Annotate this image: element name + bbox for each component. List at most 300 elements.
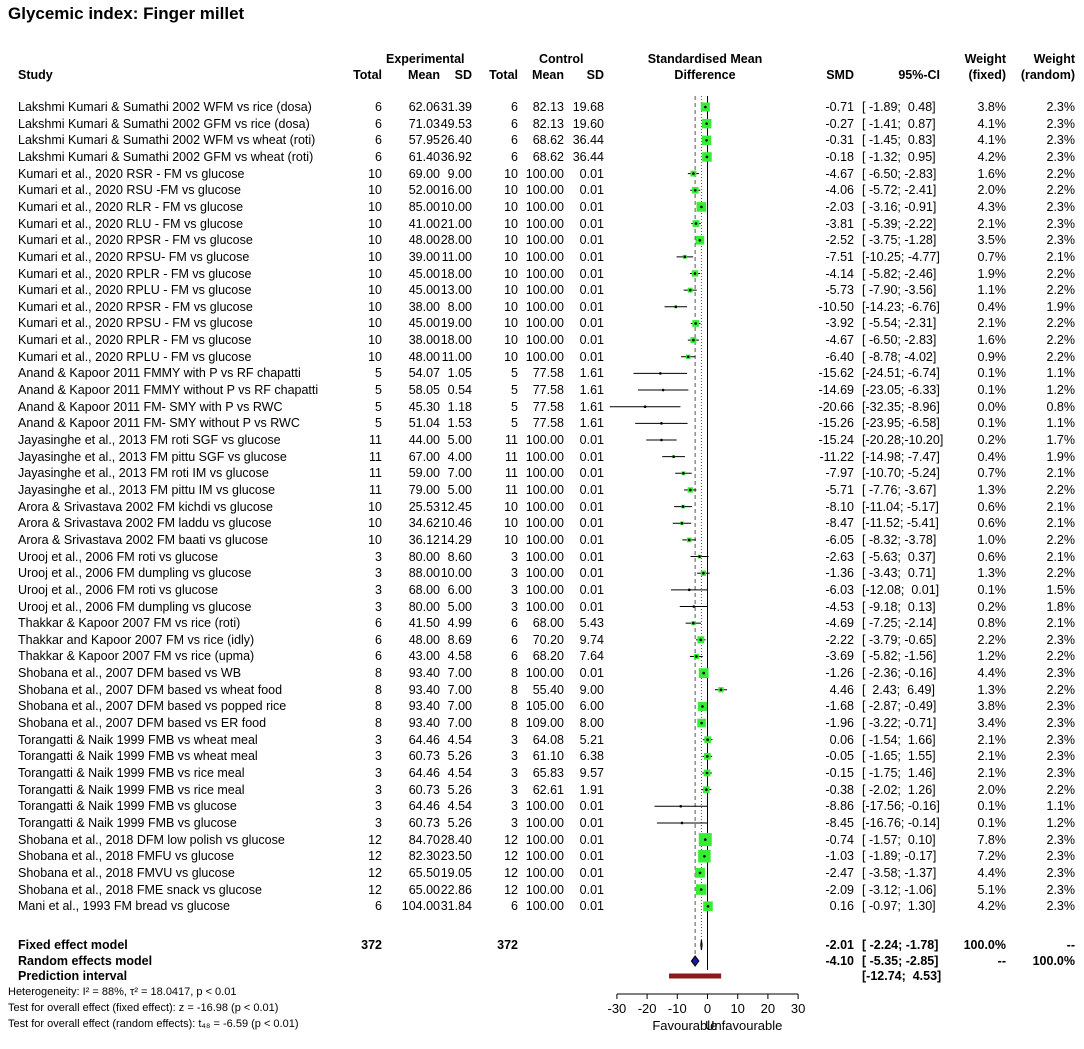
weight-random: 2.2% (1046, 333, 1075, 348)
smd-value: -0.15 (825, 766, 854, 780)
smd-value: -3.69 (825, 649, 854, 664)
total-c: 3 (511, 815, 518, 830)
point-estimate (706, 156, 709, 159)
mean-c: 100.00 (525, 882, 564, 897)
mean-c: 100.00 (525, 266, 564, 281)
sd-e: 7.00 (447, 716, 472, 731)
sd-c: 0.01 (579, 333, 604, 348)
ci-value: [ -6.50; -2.83] (862, 333, 937, 348)
mean-e: 79.00 (408, 482, 440, 497)
weight-random: 2.2% (1046, 183, 1075, 198)
point-estimate (705, 139, 708, 142)
study-name: Kumari et al., 2020 RPLR - FM vs glucose (18, 333, 252, 348)
smd-value: -2.03 (825, 199, 854, 214)
ci-value: [-20.28;-10.20] (862, 433, 944, 447)
mean-c: 70.20 (532, 632, 564, 647)
footnote-random-test: Test for overall effect (random effects): t₄₈ = -6.59 (p < 0.01) (8, 1018, 299, 1030)
sd-c: 36.44 (572, 133, 604, 148)
sd-c: 0.01 (579, 433, 604, 447)
study-name: Anand & Kapoor 2011 FM- SMY without P vs RWC (18, 416, 300, 431)
ci-value: [ -5.54; -2.31] (862, 316, 937, 331)
sd-e: 19.00 (440, 316, 472, 331)
sd-c: 0.01 (579, 183, 604, 198)
mean-c: 100.00 (525, 433, 564, 447)
study-name: Kumari et al., 2020 RSR - FM vs glucose (18, 166, 245, 181)
study-name: Torangatti & Naik 1999 FMB vs wheat meal (18, 749, 258, 764)
sd-c: 1.91 (579, 782, 604, 797)
total-c: 11 (505, 449, 518, 464)
total-c: 6 (511, 632, 518, 647)
footnote-heterogeneity: Heterogeneity: I² = 88%, τ² = 18.0417, p < 0.01 (8, 986, 237, 998)
total-e: 12 (368, 832, 382, 847)
sd-e: 5.26 (447, 815, 472, 830)
sd-e: 8.69 (447, 632, 472, 647)
weight-fixed: 3.5% (977, 233, 1006, 248)
smd-value: -15.24 (818, 433, 854, 447)
weight-fixed: 4.2% (977, 899, 1006, 914)
total-e: 3 (375, 782, 382, 797)
mean-e: 85.00 (408, 199, 440, 214)
study-name: Kumari et al., 2020 RPSU- FM vs glucose (18, 249, 250, 264)
ci-value: [ -0.97; 1.30] (862, 899, 936, 914)
study-name: Mani et al., 1993 FM bread vs glucose (18, 899, 230, 914)
x-tick-label: -10 (667, 1001, 687, 1016)
header-mean-e: Mean (408, 68, 440, 82)
mean-e: 38.00 (408, 299, 440, 314)
weight-fixed: 0.1% (977, 815, 1006, 830)
sd-c: 36.44 (572, 149, 604, 164)
mean-e: 45.00 (408, 266, 440, 281)
sd-e: 6.00 (447, 582, 472, 597)
weight-random: 2.2% (1046, 682, 1075, 697)
mean-c: 100.00 (525, 233, 564, 248)
header-total-e: Total (353, 68, 382, 82)
sd-e: 16.00 (440, 183, 472, 198)
point-estimate (681, 522, 684, 525)
total-e: 10 (368, 316, 382, 331)
sd-e: 7.00 (447, 699, 472, 714)
mean-e: 93.40 (408, 716, 440, 731)
weight-random: 2.1% (1046, 249, 1075, 264)
study-name: Torangatti & Naik 1999 FMB vs glucose (18, 815, 237, 830)
weight-fixed: 4.4% (977, 865, 1006, 880)
header-weight-fixed: Weight (964, 52, 1006, 66)
sd-e: 9.00 (447, 166, 472, 181)
weight-fixed: 0.6% (977, 549, 1006, 564)
mean-c: 100.00 (525, 599, 564, 614)
weight-random: 2.3% (1046, 133, 1075, 148)
total-c: 6 (511, 899, 518, 914)
weight-random: 2.3% (1046, 849, 1075, 864)
smd-value: -8.45 (825, 815, 854, 830)
sd-c: 0.01 (579, 582, 604, 597)
total-e: 5 (375, 416, 382, 431)
smd-value: -15.26 (818, 416, 854, 431)
study-name: Lakshmi Kumari & Sumathi 2002 GFM vs rice (dosa) (18, 116, 310, 131)
sd-e: 36.92 (440, 149, 472, 164)
sd-c: 7.64 (579, 649, 604, 664)
weight-fixed: 4.2% (977, 149, 1006, 164)
smd-value: -3.81 (825, 216, 854, 231)
weight-fixed: 5.1% (977, 882, 1006, 897)
total-e: 10 (368, 283, 382, 298)
mean-c: 100.00 (525, 333, 564, 348)
ci-value: [ -2.87; -0.49] (862, 699, 937, 714)
weight-fixed: 0.9% (977, 349, 1006, 364)
total-e: 10 (368, 299, 382, 314)
weight-random: 1.2% (1046, 383, 1075, 398)
mean-e: 82.30 (408, 849, 440, 864)
point-estimate (674, 306, 677, 309)
weight-fixed: 0.1% (977, 799, 1006, 814)
weight-fixed: 0.1% (977, 582, 1006, 597)
point-estimate (692, 172, 695, 175)
total-c: 3 (511, 549, 518, 564)
ci-value: [ -1.75; 1.46] (862, 766, 936, 780)
smd-value: -2.52 (825, 233, 854, 248)
ci-value: [ 2.43; 6.49] (862, 682, 935, 697)
ci-value: [-32.35; -8.96] (862, 399, 940, 414)
point-estimate (688, 589, 691, 592)
study-name: Kumari et al., 2020 RSU -FM vs glucose (18, 183, 241, 198)
study-name: Kumari et al., 2020 RPLR - FM vs glucose (18, 266, 252, 281)
point-estimate (695, 655, 698, 658)
sd-e: 4.54 (447, 732, 472, 747)
weight-random: 2.3% (1046, 699, 1075, 714)
total-c: 3 (511, 799, 518, 814)
weight-fixed: 0.1% (977, 383, 1006, 398)
weight-random: 0.8% (1046, 399, 1075, 414)
ci-value: [ -3.16; -0.91] (862, 199, 937, 214)
header-smd-title-2: Difference (674, 68, 736, 82)
random-weight-fixed: -- (997, 954, 1006, 968)
weight-random: 2.3% (1046, 116, 1075, 131)
weight-fixed: 1.6% (977, 333, 1006, 348)
smd-value: -2.22 (825, 632, 854, 647)
fixed-smd: -2.01 (825, 938, 854, 952)
ci-value: [-11.04; -5.17] (862, 499, 939, 514)
weight-fixed: 3.4% (977, 716, 1006, 731)
weight-random: 2.3% (1046, 716, 1075, 731)
sd-e: 21.00 (440, 216, 472, 231)
study-name: Shobana et al., 2007 DFM based vs ER food (18, 716, 267, 731)
sd-c: 5.43 (579, 616, 604, 631)
mean-c: 100.00 (525, 449, 564, 464)
ci-value: [ -7.76; -3.67] (862, 482, 937, 497)
total-e: 3 (375, 815, 382, 830)
mean-e: 51.04 (408, 416, 440, 431)
ci-value: [ -7.25; -2.14] (862, 616, 937, 631)
weight-fixed: 0.7% (977, 249, 1006, 264)
sd-e: 10.46 (440, 516, 472, 531)
mean-c: 100.00 (525, 899, 564, 914)
total-e: 10 (368, 516, 382, 531)
smd-value: -1.68 (825, 699, 854, 714)
sd-c: 1.61 (579, 383, 604, 398)
mean-e: 41.50 (408, 616, 440, 631)
mean-c: 109.00 (525, 716, 564, 731)
point-estimate (689, 289, 692, 292)
weight-fixed: 2.0% (977, 782, 1006, 797)
total-e: 11 (369, 482, 382, 497)
weight-random: 2.2% (1046, 566, 1075, 581)
study-name: Lakshmi Kumari & Sumathi 2002 WFM vs wheat (roti) (18, 133, 316, 148)
study-name: Kumari et al., 2020 RPSR - FM vs glucose (18, 299, 253, 314)
total-c: 10 (504, 532, 518, 547)
header-ci: 95%-CI (898, 68, 940, 82)
total-c: 10 (504, 199, 518, 214)
point-estimate (703, 855, 706, 858)
weight-random: 2.3% (1046, 233, 1075, 248)
total-c: 10 (504, 249, 518, 264)
sd-c: 0.01 (579, 532, 604, 547)
mean-c: 68.20 (532, 649, 564, 664)
sd-e: 10.00 (440, 566, 472, 581)
total-e: 12 (368, 865, 382, 880)
total-e: 6 (375, 649, 382, 664)
total-e: 10 (368, 349, 382, 364)
mean-c: 105.00 (525, 699, 564, 714)
mean-e: 36.12 (408, 532, 440, 547)
sd-c: 9.57 (579, 766, 604, 780)
sd-c: 6.00 (579, 699, 604, 714)
mean-e: 64.46 (408, 799, 440, 814)
smd-value: -8.47 (825, 516, 854, 531)
point-estimate (684, 256, 687, 259)
mean-e: 93.40 (408, 682, 440, 697)
total-e: 6 (375, 149, 382, 164)
ci-value: [ -3.75; -1.28] (862, 233, 937, 248)
point-estimate (706, 755, 709, 758)
sd-e: 11.00 (441, 249, 472, 264)
point-estimate (692, 622, 695, 625)
total-c: 3 (511, 599, 518, 614)
study-name: Shobana et al., 2007 DFM based vs WB (18, 666, 242, 681)
weight-fixed: 0.6% (977, 499, 1006, 514)
mean-e: 59.00 (408, 466, 440, 481)
weight-random: 2.3% (1046, 899, 1075, 914)
weight-random: 1.7% (1046, 433, 1075, 447)
mean-e: 54.07 (408, 366, 440, 381)
total-e: 3 (375, 749, 382, 764)
mean-c: 100.00 (525, 316, 564, 331)
mean-c: 61.10 (532, 749, 564, 764)
total-e: 11 (369, 466, 382, 481)
smd-value: -2.63 (825, 549, 854, 564)
mean-e: 45.00 (408, 283, 440, 298)
point-estimate (706, 772, 709, 775)
smd-value: -4.06 (825, 183, 854, 198)
random-ci: [ -5.35; -2.85] (862, 954, 939, 968)
weight-fixed: 1.3% (977, 682, 1006, 697)
sd-e: 23.50 (440, 849, 472, 864)
ci-value: [-10.25; -4.77] (862, 249, 940, 264)
weight-random: 1.8% (1046, 599, 1075, 614)
total-c: 10 (504, 333, 518, 348)
weight-fixed: 7.2% (977, 849, 1006, 864)
smd-value: -0.27 (825, 116, 854, 131)
study-name: Kumari et al., 2020 RLU - FM vs glucose (18, 216, 244, 231)
weight-random: 1.5% (1046, 582, 1075, 597)
sd-e: 4.58 (447, 649, 472, 664)
total-e: 3 (375, 766, 382, 780)
mean-c: 82.13 (532, 100, 564, 114)
mean-e: 48.00 (408, 233, 440, 248)
ci-value: [ -3.12; -1.06] (862, 882, 937, 897)
total-e: 3 (375, 566, 382, 581)
point-estimate (700, 722, 703, 725)
weight-fixed: 4.4% (977, 666, 1006, 681)
mean-c: 100.00 (525, 183, 564, 198)
sd-e: 4.54 (447, 766, 472, 780)
sd-c: 0.01 (579, 499, 604, 514)
total-e: 3 (375, 582, 382, 597)
total-e: 10 (368, 532, 382, 547)
total-e: 10 (368, 266, 382, 281)
point-estimate (694, 189, 697, 192)
total-c: 11 (505, 433, 518, 447)
study-name: Torangatti & Naik 1999 FMB vs rice meal (18, 782, 245, 797)
total-e: 3 (375, 799, 382, 814)
ci-value: [-14.98; -7.47] (862, 449, 940, 464)
study-name: Arora & Srivastava 2002 FM kichdi vs glucose (18, 499, 273, 514)
sd-c: 0.01 (579, 216, 604, 231)
mean-e: 39.00 (408, 249, 440, 264)
mean-e: 60.73 (408, 815, 440, 830)
weight-fixed: 0.1% (977, 416, 1006, 431)
point-estimate (704, 838, 707, 841)
weight-random: 1.1% (1046, 366, 1075, 381)
smd-value: -7.51 (825, 249, 854, 264)
mean-c: 100.00 (525, 532, 564, 547)
mean-c: 100.00 (525, 516, 564, 531)
study-name: Kumari et al., 2020 RPLU - FM vs glucose (18, 283, 252, 298)
weight-fixed: 4.1% (977, 133, 1006, 148)
smd-value: -4.69 (825, 616, 854, 631)
weight-fixed: 0.1% (977, 366, 1006, 381)
header-study: Study (18, 68, 53, 82)
study-name: Anand & Kapoor 2011 FM- SMY with P vs RWC (18, 399, 283, 414)
mean-e: 84.70 (408, 832, 440, 847)
study-name: Thakkar and Kapoor 2007 FM vs rice (idly) (18, 632, 255, 647)
weight-fixed: 2.0% (977, 183, 1006, 198)
total-c: 3 (511, 732, 518, 747)
smd-value: -2.47 (825, 865, 854, 880)
sd-e: 31.84 (440, 899, 472, 914)
header-weight-random: Weight (1033, 52, 1075, 66)
study-name: Shobana et al., 2007 DFM based vs wheat food (18, 682, 283, 697)
point-estimate (681, 822, 684, 825)
mean-e: 45.30 (408, 399, 440, 414)
random-weight-random: 100.0% (1032, 954, 1075, 968)
mean-c: 68.00 (532, 616, 564, 631)
total-c: 10 (504, 283, 518, 298)
ci-value: [ -5.82; -1.56] (862, 649, 937, 664)
weight-random: 2.3% (1046, 766, 1075, 780)
point-estimate (692, 339, 695, 342)
x-tick-label: 0 (703, 1001, 712, 1016)
ci-value: [-23.05; -6.33] (862, 383, 940, 398)
weight-random: 2.2% (1046, 166, 1075, 181)
fixed-total-c: 372 (497, 938, 518, 952)
point-estimate (705, 122, 708, 125)
total-c: 6 (511, 100, 518, 114)
total-c: 12 (504, 849, 518, 864)
x-tick-label: -20 (637, 1001, 657, 1016)
mean-c: 65.83 (532, 766, 564, 780)
weight-random: 1.1% (1046, 799, 1075, 814)
sd-e: 8.60 (447, 549, 472, 564)
mean-c: 100.00 (525, 582, 564, 597)
point-estimate (695, 222, 698, 225)
mean-e: 45.00 (408, 316, 440, 331)
point-estimate (705, 788, 708, 791)
total-c: 6 (511, 149, 518, 164)
point-estimate (699, 239, 702, 242)
sd-e: 4.99 (447, 616, 472, 631)
sd-c: 0.01 (579, 266, 604, 281)
smd-value: -0.74 (825, 832, 854, 847)
total-e: 10 (368, 183, 382, 198)
mean-c: 62.61 (532, 782, 564, 797)
total-c: 3 (511, 749, 518, 764)
study-name: Shobana et al., 2007 DFM based vs popped rice (18, 699, 287, 714)
header-total-c: Total (489, 68, 518, 82)
point-estimate (644, 405, 647, 408)
mean-e: 65.50 (408, 865, 440, 880)
sd-e: 26.40 (440, 133, 472, 148)
sd-c: 0.01 (579, 899, 604, 914)
x-label-favourable: Favourable (652, 1018, 718, 1033)
smd-value: -1.96 (825, 716, 854, 731)
header-mean-c: Mean (532, 68, 564, 82)
weight-fixed: 1.0% (977, 532, 1006, 547)
ci-value: [-11.52; -5.41] (862, 516, 939, 531)
total-c: 6 (511, 116, 518, 131)
weight-random: 2.3% (1046, 732, 1075, 747)
header-control: Control (539, 52, 584, 66)
weight-random: 2.2% (1046, 266, 1075, 281)
mean-e: 48.00 (408, 632, 440, 647)
fixed-weight-random: -- (1066, 938, 1075, 952)
study-name: Shobana et al., 2018 FMVU vs glucose (18, 865, 235, 880)
sd-e: 14.29 (440, 532, 472, 547)
smd-value: -4.67 (825, 333, 854, 348)
sd-c: 1.61 (579, 366, 604, 381)
sd-e: 5.00 (447, 482, 472, 497)
ci-value: [ -5.72; -2.41] (862, 183, 937, 198)
mean-c: 77.58 (532, 366, 564, 381)
mean-e: 52.00 (408, 183, 440, 198)
total-c: 10 (504, 499, 518, 514)
smd-value: 4.46 (829, 682, 854, 697)
total-e: 10 (368, 216, 382, 231)
weight-random: 1.9% (1046, 449, 1075, 464)
ci-value: [ -2.36; -0.16] (862, 666, 937, 681)
total-c: 3 (511, 766, 518, 780)
total-c: 10 (504, 266, 518, 281)
study-name: Urooj et al., 2006 FM roti vs glucose (18, 582, 219, 597)
sd-e: 7.00 (447, 666, 472, 681)
study-name: Torangatti & Naik 1999 FMB vs wheat meal (18, 732, 258, 747)
sd-e: 28.40 (440, 832, 472, 847)
smd-value: -4.67 (825, 166, 854, 181)
total-e: 8 (375, 716, 382, 731)
ci-value: [ -1.65; 1.55] (862, 749, 936, 764)
point-estimate (700, 206, 703, 209)
weight-fixed: 1.3% (977, 482, 1006, 497)
ci-value: [ -3.79; -0.65] (862, 632, 937, 647)
